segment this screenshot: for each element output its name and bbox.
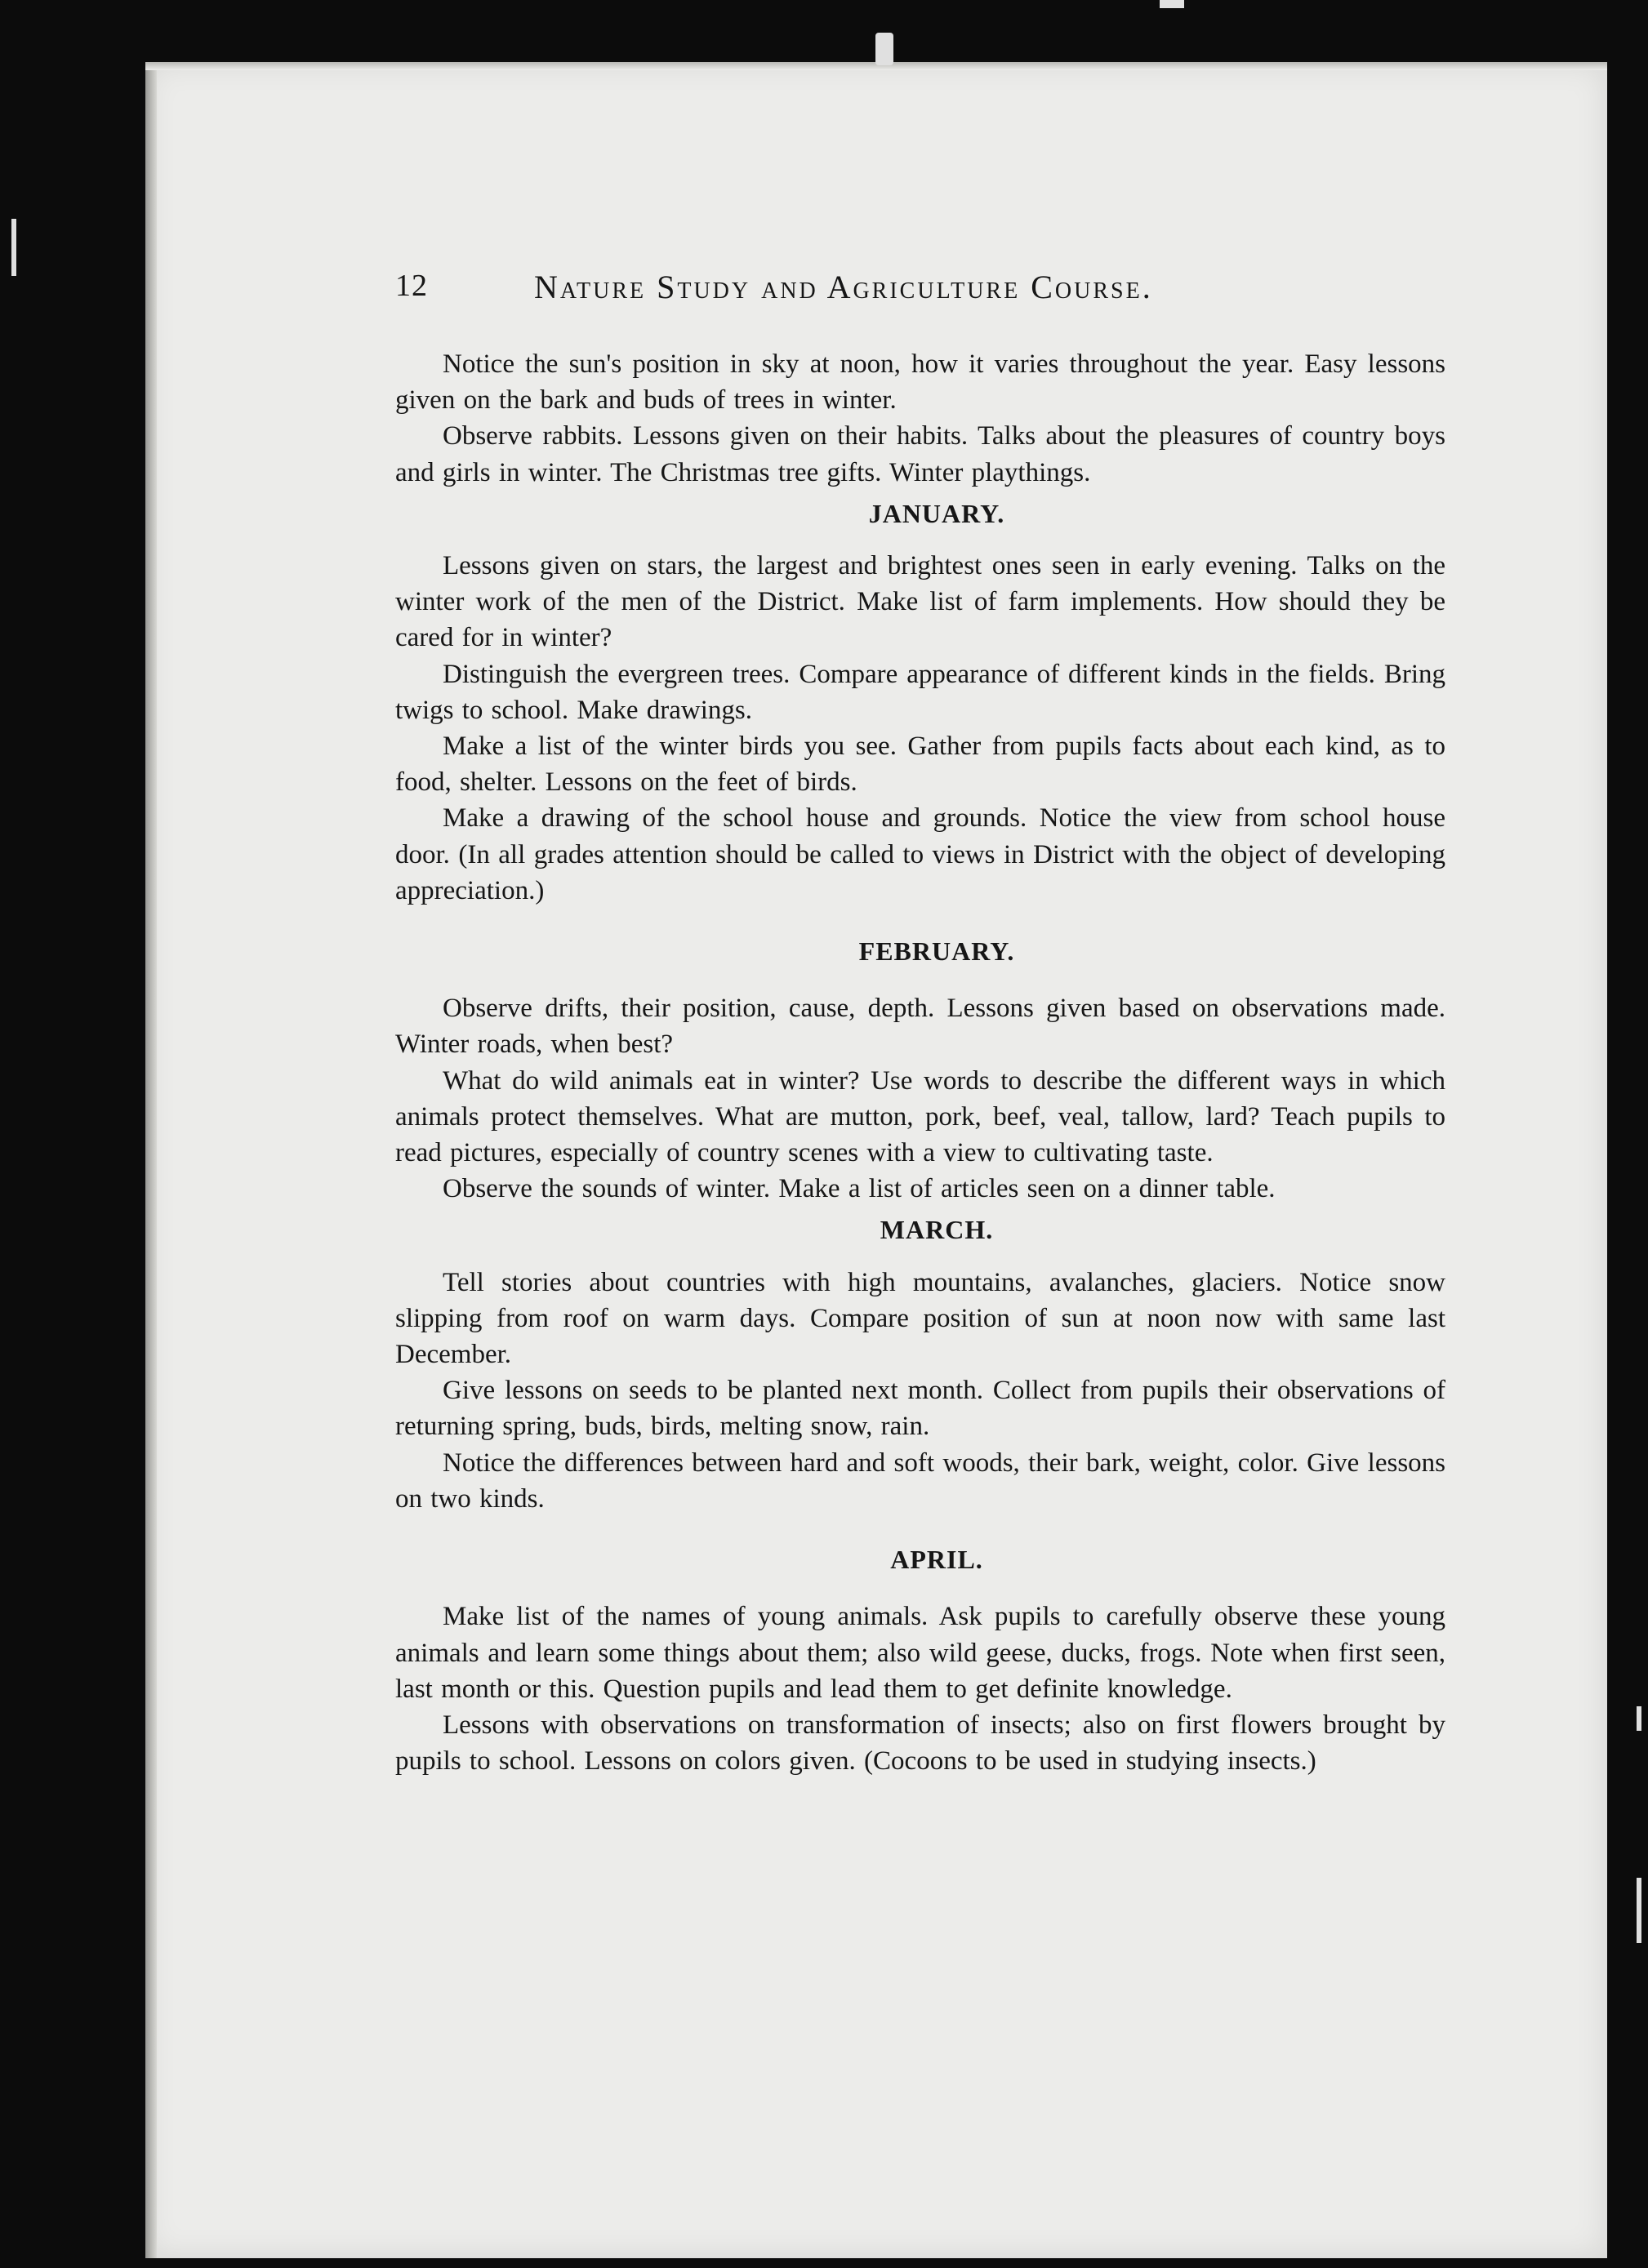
scan-speck [1637,1878,1641,1943]
running-head [395,261,1445,310]
section-heading-january: JANUARY. [868,498,1005,528]
page-number: 12 [395,269,428,303]
body-text [395,346,1445,1779]
january-paragraph: Make a list of the winter birds you see. Gather from pupils facts about each kind, as to food, shelter. Lessons on the feet of birds. [395,732,1445,798]
section-heading-april: APRIL. [890,1545,983,1575]
section-heading-march: MARCH. [880,1215,994,1245]
scan-speck [1637,1706,1641,1731]
paper-binding-edge [145,62,157,2258]
january-paragraph: Distinguish the evergreen trees. Compare appearance of different kinds in the fields. Bring twigs to school. Make drawings. [395,659,1445,725]
april-paragraph: Lessons with observations on transformation of insects; also on first flowers brought by pupils to school. Lessons on colors given. (Cocoons to be used in studying insects.) [395,1710,1445,1777]
february-paragraph: Observe the sounds of winter. Make a list of articles seen on a dinner table. [443,1174,1276,1204]
march-paragraph: Notice the differences between hard and soft woods, their bark, weight, color. Give lessons on two kinds. [395,1448,1445,1514]
scan-speck [875,33,893,65]
page-content [395,261,1445,1779]
running-head-title: Nature Study and Agriculture Course. [534,269,1153,305]
march-paragraph: Tell stories about countries with high mountains, avalanches, glaciers. Notice snow slipping from roof on warm days. Compare position of sun at noon now with same last December. [395,1267,1445,1370]
march-paragraph: Give lessons on seeds to be planted next month. Collect from pupils their observations of returning spring, buds, birds, melting snow, rain. [395,1376,1445,1442]
january-paragraph: Make a drawing of the school house and grounds. Notice the view from school house door. (In all grades attention should be called to views in District with the object of developing appreciation.) [395,803,1445,905]
february-paragraph: Observe drifts, their position, cause, depth. Lessons given based on observations made. Winter roads, when best? [395,994,1445,1060]
january-paragraph: Lessons given on stars, the largest and brightest ones seen in early evening. Talks on the winter work of the men of the District. Make list of farm implements. How should they be cared for in winter? [395,551,1445,653]
scan-speck [1160,0,1184,8]
intro-paragraph: Observe rabbits. Lessons given on their habits. Talks about the pleasures of country boys and girls in winter. The Christmas tree gifts. Winter playthings. [395,421,1445,487]
february-paragraph: What do wild animals eat in winter? Use words to describe the different ways in which animals protect themselves. What are mutton, pork, beef, veal, tallow, lard? Teach pupils to read pictures, especially of country scenes with a view to cultivating taste. [395,1065,1445,1168]
section-heading-february: FEBRUARY. [858,936,1015,967]
april-paragraph: Make list of the names of young animals. Ask pupils to carefully observe these young animals and learn some things about them; also wild geese, ducks, frogs. Note when first seen, last month or this. Question pupils and lead them to get definite knowledge. [395,1602,1445,1704]
intro-paragraph: Notice the sun's position in sky at noon, how it varies throughout the year. Easy lessons given on the bark and buds of trees in winter. [395,349,1445,416]
scan-speck [11,219,16,276]
